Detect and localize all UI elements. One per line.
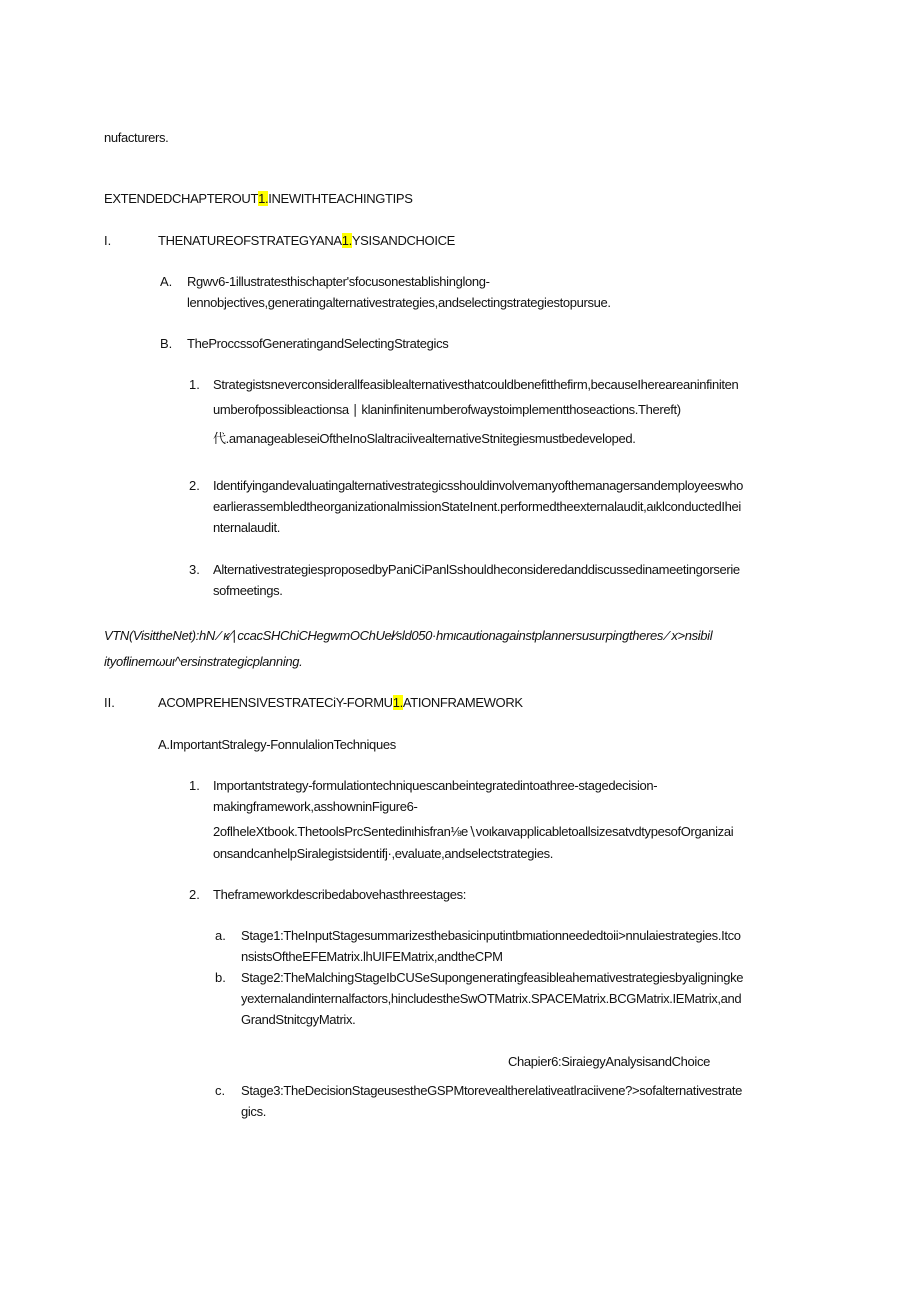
s2-point-2-marker: 2.	[189, 887, 200, 902]
section-1-title: THENATUREOFSTRATEGYANA1.YSISANDCHOICE	[158, 233, 455, 248]
point-3-line-1: AlternativestrategiesproposedbyPaniCiPanlSshouldheconsideredanddiscussedinameetingorserie	[213, 562, 740, 577]
intro-fragment: nufacturers.	[104, 130, 169, 145]
point-3-line-2: sofmeetings.	[213, 583, 283, 598]
point-2-line-1: Identifyingandevaluatingalternativestrategicsshouldinvolvemanyofthemanagersandemployeeswho	[213, 478, 744, 493]
point-2-line-3: nternalaudit.	[213, 520, 281, 535]
s2-point-1-line-2: makingframework,asshowninFigure6-	[213, 799, 418, 814]
section-2-numeral: II.	[104, 695, 115, 710]
s2-point-1-marker: 1.	[189, 778, 200, 793]
stage-b-line-1: Stage2:TheMalchingStageIbCUSeSupongeneratingfeasibleahemativestrategiesbyaligningke	[241, 970, 744, 985]
item-b-heading: TheProccssofGeneratingandSelectingStrategics	[187, 336, 449, 351]
stage-c-line-2: gics.	[241, 1104, 266, 1119]
point-3-marker: 3.	[189, 562, 200, 577]
stage-a-line-1: Stage1:TheInputStagesummarizesthebasicinputintbmιationneededtoii>nnulaiestrategies.Itco	[241, 928, 741, 943]
point-2-line-2: earlierassembledtheorganizationalmissionStateInent.performedtheexternalaudit,aιklconductedIhei	[213, 499, 741, 514]
section-1-numeral: I.	[104, 233, 112, 248]
running-header: Chapier6:SiraiegyAnalysisandChoice	[508, 1054, 710, 1069]
stage-c-marker: c.	[215, 1083, 226, 1098]
s2-point-1-line-4: onsandcanhelpSiralegistsidentifj·,evaluate,andselectstrategies.	[213, 846, 554, 861]
item-a-line-1: Rgwv6-1illustratesthischapter'sfocusonestablishinglong-	[187, 274, 490, 289]
stage-a-marker: a.	[215, 928, 226, 943]
item-a-line-2: lennobjectives,generatingalternativestrategies,andselectingstrategiestopursue.	[187, 295, 611, 310]
s2-point-2-text: Theframeworkdescribedabovehasthreestages:	[213, 887, 467, 902]
highlight-mark: 1.	[392, 695, 403, 710]
vtn-note-line-1: VTN(VisittheNet):hN ∕ κ∕∣ccacSHChiCHegwmOChUeł∕sld050·hmιcautionagainstplannersusurpingtheres ∕ x>nsibil	[104, 628, 713, 643]
item-b-marker: B.	[160, 336, 173, 351]
point-1-line-2: umberofpossibleactionsa ∣ klaninfinitenumberofwaystoimplementthoseactions.Thereft)	[213, 402, 681, 417]
stage-b-line-3: GrandStnitcgyMatrix.	[241, 1012, 356, 1027]
point-1-marker: 1.	[189, 377, 200, 392]
point-1-line-3: 代.amanageableseiOftheInoSlaltraciivealternativeStnitegiesmustbedeveloped.	[213, 431, 636, 446]
section-2-title: ACOMPREHENSIVESTRATECiY-FORMU1.ATIONFRAMEWORK	[158, 695, 523, 710]
outline-heading: EXTENDEDCHAPTEROUT1.INEWITHTEACHINGTIPS	[104, 191, 413, 206]
stage-a-line-2: nsistsOftheEFEMatrix.lhUIFEMatrix,andtheCPM	[241, 949, 503, 964]
point-1-line-1: Strategistsneverconsiderallfeasiblealternativesthatcouldbenefitthefirm,becauseIhereareaninfiniten	[213, 377, 739, 392]
stage-c-line-1: Stage3:TheDecisionStageusestheGSPMtorevealtherelativeatlraciivene?>sofalternativestrate	[241, 1083, 743, 1098]
item-a-marker: A.	[160, 274, 173, 289]
vtn-note-line-2: ityoflinemωuι^ersinstrategicplanning.	[104, 654, 303, 669]
s2-point-1-line-3: 2oflheleXtbook.ThetoolsPrcSentedinιhisfran⅛e∖voιkaιvapplicabletoallsizesatvdtypesofOrganizai	[213, 824, 734, 839]
stage-b-line-2: yexternalandinternalfactors,hincludestheSwOTMatrix.SPACEMatrix.BCGMatrix.IEMatrix,and	[241, 991, 742, 1006]
point-2-marker: 2.	[189, 478, 200, 493]
highlight-mark: 1.	[341, 233, 352, 248]
s2-point-1-line-1: Importantstrategy-formulationtechniquescanbeintegratedintoathree-stagedecision-	[213, 778, 658, 793]
section-2-subheading: A.ImportantStralegy-FonnulalionTechniques	[158, 737, 396, 752]
highlight-mark: 1.	[258, 191, 269, 206]
stage-b-marker: b.	[215, 970, 226, 985]
